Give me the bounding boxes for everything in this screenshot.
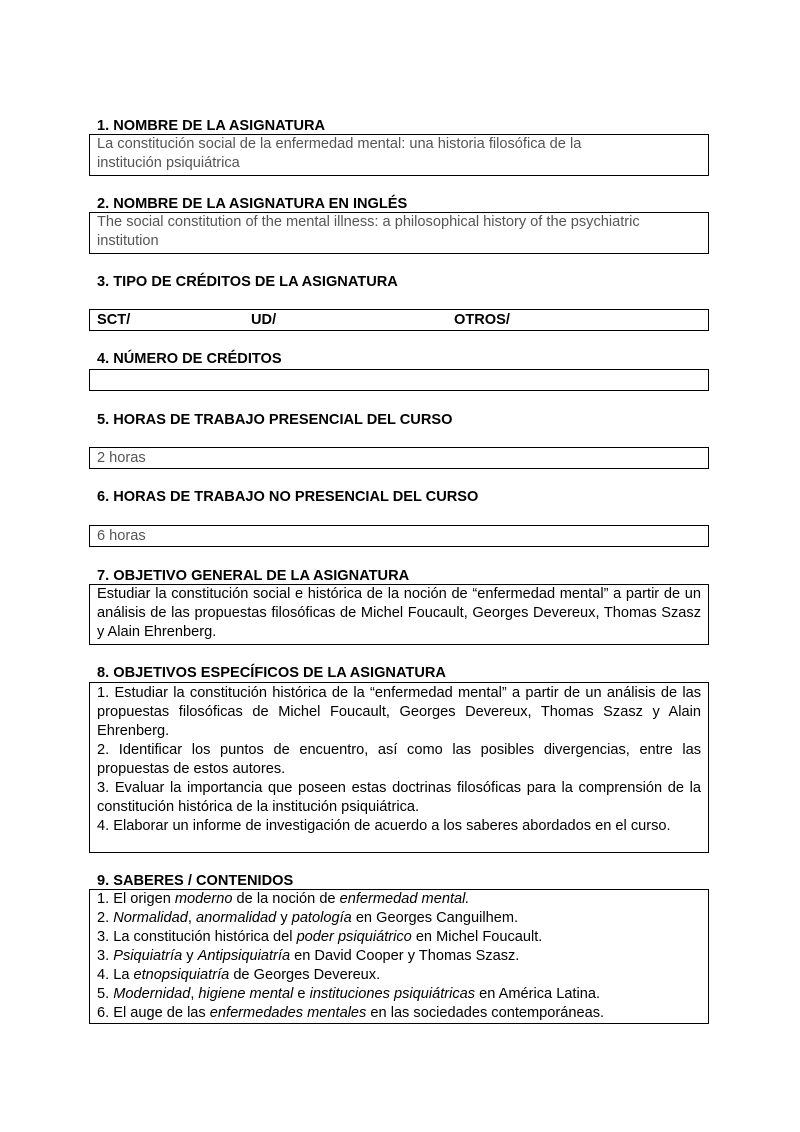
heading-in-person-hours: 5. HORAS DE TRABAJO PRESENCIAL DEL CURSO	[97, 412, 453, 428]
content-item: 4. La etnopsiquiatría de Georges Devereux.	[97, 967, 381, 983]
specific-objective-item: 1. Estudiar la constitución histórica de la “enfermedad mental” a partir de un análisis de las propuestas filosóficas de Michel Foucault, Georges Devereux, Thomas Szasz y Alain Ehrenberg.	[97, 685, 701, 739]
content-item: 5. Modernidad, higiene mental e instituciones psiquiátricas en América Latina.	[97, 986, 601, 1002]
specific-objective-item: 4. Elaborar un informe de investigación de acuerdo a los saberes abordados en el curso.	[97, 818, 671, 834]
general-objective-box	[89, 584, 709, 645]
course-name-line-1: La constitución social de la enfermedad mental: una historia filosófica de la	[97, 136, 582, 152]
credit-number-box	[89, 369, 709, 391]
course-name-english-line-2: institution	[97, 233, 159, 249]
contents-box	[89, 889, 709, 1024]
course-name-english-box	[89, 212, 709, 254]
heading-course-name: 1. NOMBRE DE LA ASIGNATURA	[97, 118, 326, 134]
content-item: 3. La constitución histórica del poder psiquiátrico en Michel Foucault.	[97, 929, 543, 945]
remote-hours-box	[89, 525, 709, 547]
credit-ud-label: UD/	[251, 312, 277, 328]
heading-course-name-english: 2. NOMBRE DE LA ASIGNATURA EN INGLÉS	[97, 196, 408, 212]
specific-objectives-box	[89, 682, 709, 853]
general-objective-text: Estudiar la constitución social e histórica de la noción de “enfermedad mental” a partir de un análisis de las propuestas filosóficas de Michel Foucault, Georges Devereux, Thomas Szasz y Alain Ehrenberg.	[97, 586, 701, 640]
heading-credit-number: 4. NÚMERO DE CRÉDITOS	[97, 351, 282, 367]
heading-remote-hours: 6. HORAS DE TRABAJO NO PRESENCIAL DEL CURSO	[97, 489, 479, 505]
heading-contents: 9. SABERES / CONTENIDOS	[97, 873, 294, 889]
credit-type-box	[89, 309, 709, 331]
credit-sct-label: SCT/	[97, 312, 131, 328]
content-item: 3. Psiquiatría y Antipsiquiatría en David Cooper y Thomas Szasz.	[97, 948, 520, 964]
in-person-hours-box	[89, 447, 709, 469]
credit-otros-label: OTROS/	[454, 312, 510, 328]
specific-objective-item: 3. Evaluar la importancia que poseen estas doctrinas filosóficas para la comprensión de la constitución histórica de la institución psiquiátrica.	[97, 780, 701, 815]
heading-general-objective: 7. OBJETIVO GENERAL DE LA ASIGNATURA	[97, 568, 410, 584]
course-name-box	[89, 134, 709, 176]
content-item: 2. Normalidad, anormalidad y patología en Georges Canguilhem.	[97, 910, 519, 926]
remote-hours-value: 6 horas	[97, 528, 146, 544]
specific-objective-item: 2. Identificar los puntos de encuentro, así como las posibles divergencias, entre las propuestas de estos autores.	[97, 742, 701, 777]
course-name-english-line-1: The social constitution of the mental illness: a philosophical history of the psychiatric	[97, 214, 640, 230]
content-item: 1. El origen moderno de la noción de enfermedad mental.	[97, 891, 470, 907]
in-person-hours-value: 2 horas	[97, 450, 146, 466]
content-item: 6. El auge de las enfermedades mentales en las sociedades contemporáneas.	[97, 1005, 605, 1021]
heading-specific-objectives: 8. OBJETIVOS ESPECÍFICOS DE LA ASIGNATURA	[97, 665, 446, 681]
course-name-line-2: institución psiquiátrica	[97, 155, 240, 171]
heading-credit-type: 3. TIPO DE CRÉDITOS DE LA ASIGNATURA	[97, 274, 398, 290]
